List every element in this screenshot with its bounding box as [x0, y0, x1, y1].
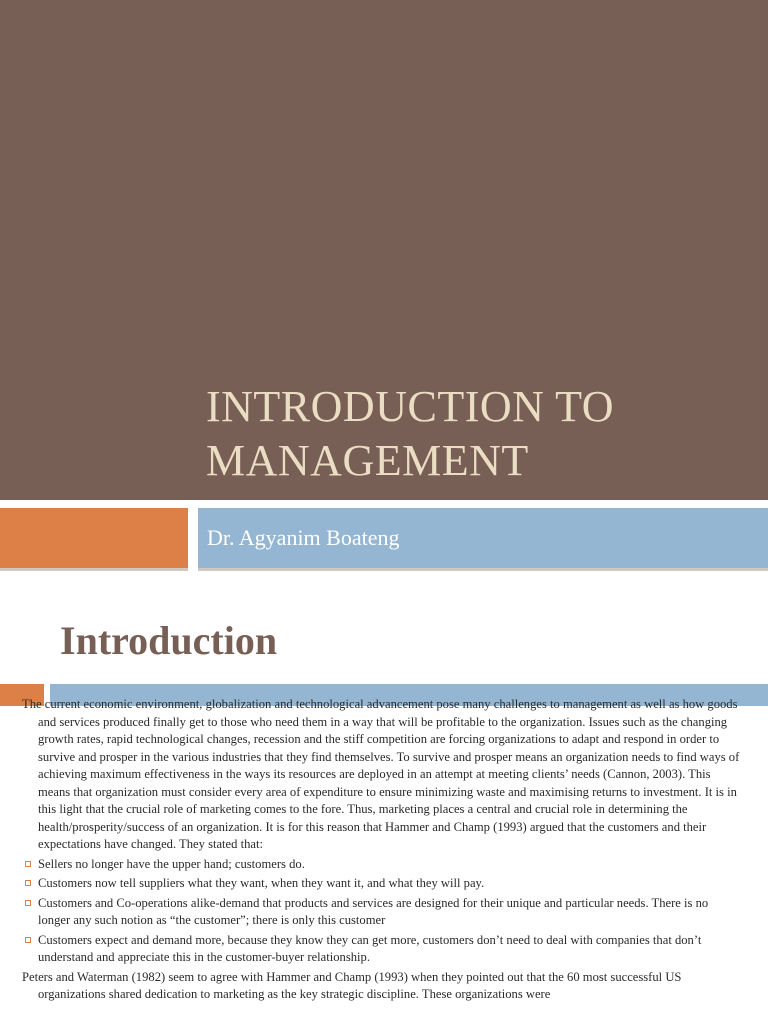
bullet-list: [22, 856, 742, 967]
slide-heading: Introduction: [60, 618, 278, 663]
orange-bar-shadow: [0, 568, 188, 571]
bullet-text: Customers expect and demand more, because they know they can get more, customers don’t need to deal with companies that don’t understand and appreciate this in the customer-buyer relationship.: [38, 932, 702, 964]
bullet-text: Sellers no longer have the upper hand; customers do.: [38, 856, 305, 871]
slide-title-line1: INTRODUCTION TO: [206, 382, 614, 431]
slide-body: [22, 696, 742, 1004]
orange-accent-bar: [0, 508, 188, 568]
square-bullet-icon: [25, 900, 31, 906]
bullet-item: [22, 932, 742, 967]
bullet-text: Customers now tell suppliers what they want, when they want it, and what they will pay.: [38, 876, 485, 890]
bullet-item: [22, 895, 742, 930]
square-bullet-icon: [25, 937, 31, 943]
bullet-text: Customers and Co-operations alike-demand that products and services are designed for their unique and particular needs. There is no longer any such notion as “the customer”; there is only this customer: [38, 895, 709, 927]
slide-title-line2: MANAGEMENT: [206, 436, 529, 485]
square-bullet-icon: [25, 861, 31, 867]
bullet-item: [22, 856, 742, 874]
slide-title: [206, 380, 756, 488]
introduction-slide: [0, 578, 768, 1024]
intro-paragraph: The current economic environment, globalization and technological advancement pose many challenges to management as well as how goods and services produced finally get to those who need them in a way that will be profitable to the organization. Issues such as the changing growth rates, rapid technological changes, recession and the stiff competition are forcing organizations to adapt and respond in order to survive and prosper in the various industries that they find themselves. To survive and prosper means an organization needs to find ways of achieving maximum effectiveness in the ways its resources are deployed in an attempt at meeting clients’ needs (Cannon, 2003). This means that organization must consider every area of expenditure to ensure minimizing waste and maximising returns to investment. It is in this light that the crucial role of marketing comes to the fore. Thus, marketing places a central and crucial role in determining the health/prosperity/success of an organization. It is for this reason that Hammer and Champ (1993) argued that the customers and their expectations have changed. They stated that:: [22, 697, 740, 851]
bullet-item: [22, 875, 742, 893]
square-bullet-icon: [25, 880, 31, 886]
blue-bar-shadow: [198, 568, 768, 571]
slide-subtitle: Dr. Agyanim Boateng: [207, 525, 400, 550]
closing-paragraph: Peters and Waterman (1982) seem to agree with Hammer and Champ (1993) when they pointed out that the 60 most successful US organizations shared dedication to marketing as the key strategic discipline. These organizations were: [22, 969, 682, 1001]
